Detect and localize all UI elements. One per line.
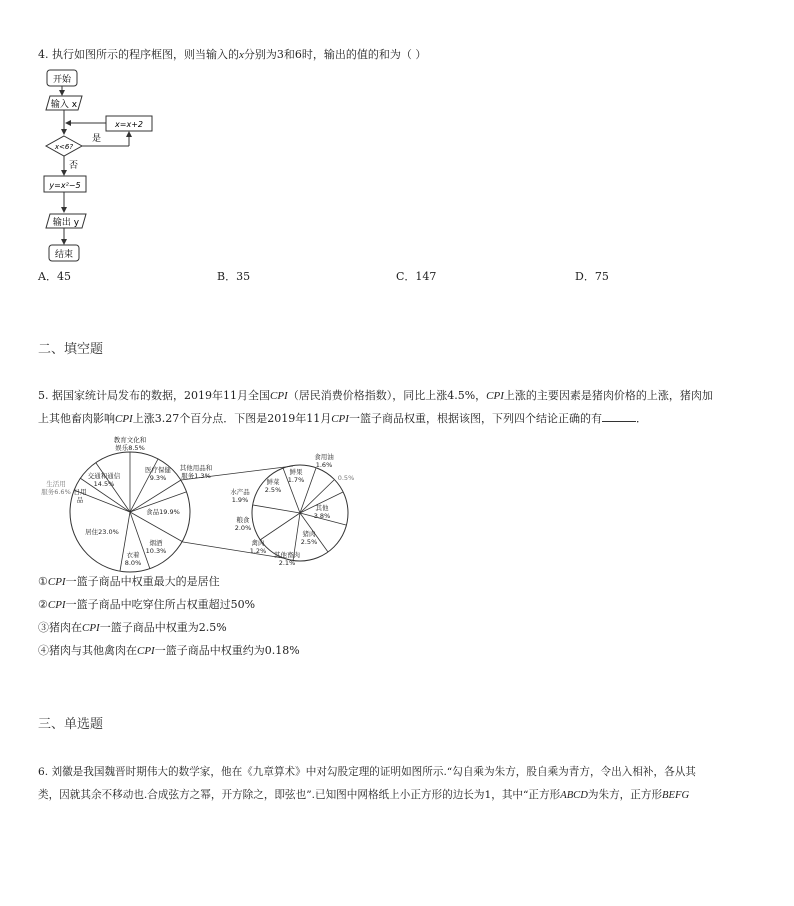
flow-update-label: x=x+2 [115,120,143,129]
q6-line-2: 类，因就其余不移动也.合成弦方之幂，开方除之，即弦也”.已知图中网格纸上小正方形的边长为1，其中“正方形ABCD为朱方，正方形BEFG [38,789,690,801]
flow-condition-label: x<6? [54,143,74,151]
label-pork-pct: 2.5% [300,538,318,546]
label-othermeat: 其他畜肉 [274,551,300,559]
label-aquatic: 水产品 [230,488,250,496]
flow-compute-label: y=x²−5 [49,181,81,190]
q5-line-1: 5. 据国家统计局发布的数据，2019年11月全国CPI（居民消费价格指数），同比上涨4.5%，CPI上涨的主要因素是猪肉价格的上涨，猪肉加 [38,389,713,402]
label-daily: 日用 [73,488,87,496]
q5-conclusion-4: ④猪肉与其他禽肉在CPI一篮子商品中权重约为0.18% [38,644,300,657]
label-other-goods-pct: 服务1.3% [181,472,211,480]
label-edu: 教育文化和 [113,436,147,444]
section-2-title: 二、填空题 [38,342,104,357]
flow-start-label: 开始 [52,75,72,85]
label-other: 其他 [315,504,329,512]
label-other-pct: 3.8% [313,512,331,520]
label-edu-pct: 娱乐8.5% [115,444,145,452]
label-oil: 食用油 [314,453,334,461]
q5-conclusion-2: ②CPI一篮子商品中吃穿住所占权重超过50% [38,598,256,611]
q5-conclusion-3: ③猪肉在CPI一篮子商品中权重为2.5% [38,621,227,634]
label-clothing-pct: 8.0% [124,559,142,567]
label-vegetable: 鲜菜 [266,478,280,486]
q4-flowchart [30,64,190,266]
label-clothing: 衣着 [126,551,140,559]
label-tobacco: 烟酒 [149,539,163,547]
label-tobacco-pct: 10.3% [145,547,167,555]
answer-blank[interactable] [602,411,636,422]
label-meat-pct: 1.2% [249,547,267,555]
flow-input-label: 输入 x [50,100,78,110]
label-othermeat-pct: 2.1% [278,559,296,567]
label-medical: 医疗保健 [145,466,171,474]
label-medical-pct: 9.3% [149,474,167,482]
label-pork: 猪肉 [302,530,316,538]
q5-conclusion-1: ①CPI一篮子商品中权重最大的是居住 [38,575,220,588]
flow-output-label: 输出 y [52,218,80,228]
q6-line-1: 6. 刘徽是我国魏晋时期伟大的数学家，他在《九章算术》中对勾股定理的证明如图所示.“勾自乘为朱方，股自乘为青方，令出入相补，各从其 [38,766,696,778]
label-egg-pct: 0.5% [337,474,355,482]
label-oil-pct: 1.6% [315,461,333,469]
flow-yes-label: 是 [92,134,102,144]
label-fruit-pct: 1.7% [287,476,305,484]
label-housing: 居住23.0% [85,528,119,536]
flow-no-label: 否 [69,161,79,171]
cpi-pie-diagram [38,430,368,575]
q4-stem: 4. 执行如图所示的程序框图，则当输入的x分别为3和6时，输出的值的和为（ ） [38,48,427,61]
flow-end-label: 结束 [54,250,74,260]
q4-option-d[interactable]: D．75 [575,270,609,283]
label-fruit: 鲜果 [289,468,303,476]
q4-option-b[interactable]: B．35 [217,270,251,283]
label-grain: 粮食 [236,516,250,524]
label-vegetable-pct: 2.5% [264,486,282,494]
label-life-pct: 服务6.6% [41,488,71,496]
label-aquatic-pct: 1.9% [231,496,249,504]
label-transport: 交通和通信 [87,472,121,480]
q5-line-2: 上其他畜肉影响CPI上涨3.27个百分点．下图是2019年11月CPI一篮子商品权重，根据该图，下列四个结论正确的有 ． [38,412,647,425]
label-life: 生活用 [46,480,66,488]
label-meat: 禽肉 [251,539,265,547]
label-transport-pct: 14.5% [93,480,115,488]
label-grain-pct: 2.0% [234,524,252,532]
label-other-goods: 其他用品和 [179,464,213,472]
label-food: 食品19.9% [146,508,180,516]
q4-option-c[interactable]: C．147 [396,270,437,283]
section-3-title: 三、单选题 [38,717,104,732]
label-daily-2: 品 [76,496,84,504]
q4-option-a[interactable]: A．45 [38,270,71,283]
